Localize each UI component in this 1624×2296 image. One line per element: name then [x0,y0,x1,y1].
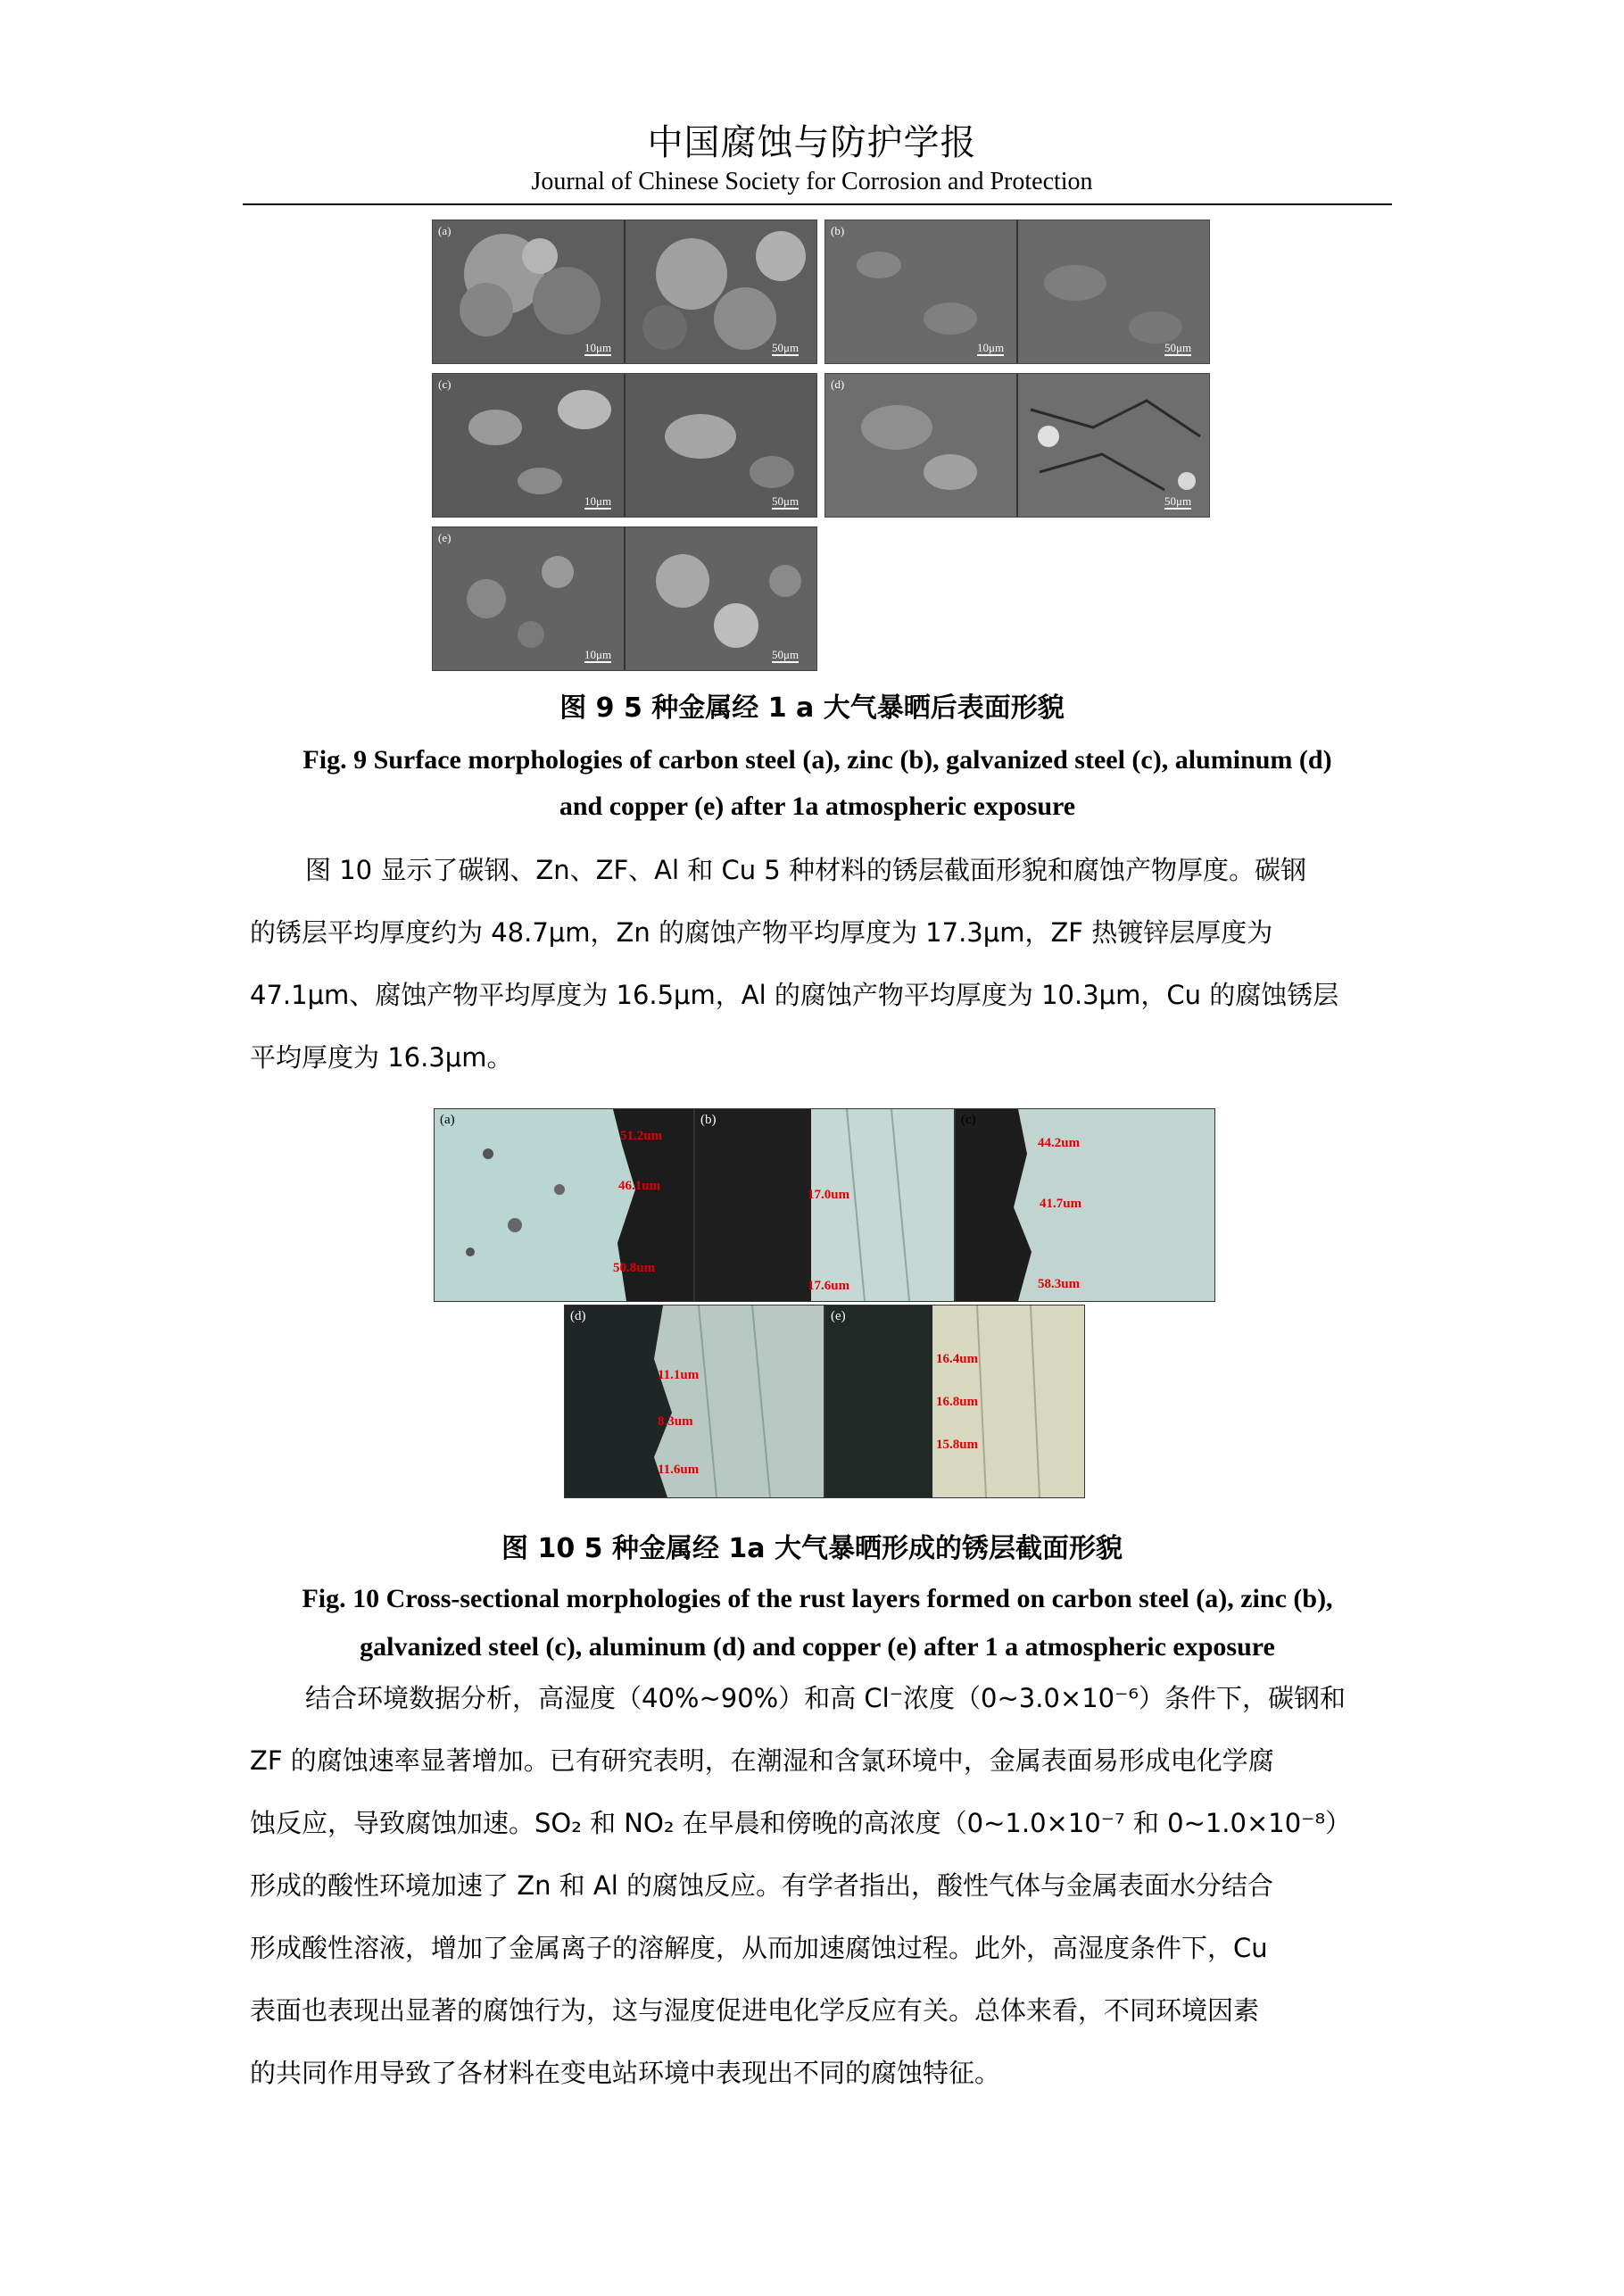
panel-label: (b) [700,1113,717,1127]
om-image-c [956,1109,1214,1301]
panel-label: (c) [961,1113,976,1127]
sem-image-b [825,220,1209,363]
thickness-label: 46.1um [618,1179,661,1193]
thickness-label: 50.8um [613,1261,656,1275]
scale-bar: 10μm [584,341,612,354]
thickness-label: 58.3um [1038,1277,1081,1291]
thickness-label: 16.4um [936,1352,979,1366]
paragraph-line: 的共同作用导致了各材料在变电站环境中表现出不同的腐蚀特征。 [250,2058,1001,2088]
thickness-label: 16.8um [936,1395,979,1409]
fig9-caption-en-line1: Fig. 9 Surface morphologies of carbon steel (a), zinc (b), galvanized steel (c), aluminum (d) [302,745,1332,775]
paragraph-line: 表面也表现出显著的腐蚀行为，这与湿度促进电化学反应有关。总体来看，不同环境因素 [250,1995,1260,2026]
fig9-panel-d [824,373,1210,518]
fig9-panel-e [432,526,817,671]
scale-bar: 10μm [584,648,612,661]
thickness-label: 11.6um [658,1463,700,1477]
fig10-panel-e [824,1305,1085,1498]
fig10-panel-d [564,1305,824,1498]
om-image-b [695,1109,954,1301]
sem-image-d [825,374,1209,517]
fig10-panel-a [434,1108,694,1302]
scale-bar: 50μm [772,341,800,354]
panel-label: (b) [831,224,845,237]
fig9-panel-c [432,373,817,518]
fig10-caption-cn: 图 10 5 种金属经 1a 大气暴晒形成的锈层截面形貌 [501,1533,1123,1564]
sem-image-e [433,527,816,670]
fig10-panel-b [694,1108,955,1302]
fig9-panel-b [824,220,1210,364]
paragraph-line: 图 10 显示了碳钢、Zn、ZF、Al 和 Cu 5 种材料的锈层截面形貌和腐蚀产物厚度。碳钢 [305,855,1306,885]
thickness-label: 8.3um [658,1414,693,1429]
thickness-label: 17.6um [808,1279,850,1293]
sem-image-c [433,374,816,517]
scale-bar: 50μm [772,494,800,508]
thickness-label: 41.7um [1040,1197,1082,1211]
panel-label: (a) [440,1113,455,1127]
paragraph-line: 47.1μm、腐蚀产物平均厚度为 16.5μm，Al 的腐蚀产物平均厚度为 10.3μm，Cu 的腐蚀锈层 [250,980,1339,1010]
scale-bar: 50μm [1164,494,1192,508]
thickness-label: 17.0um [808,1188,850,1202]
fig9-panel-a [432,220,817,364]
paragraph-line: 形成酸性溶液，增加了金属离子的溶解度，从而加速腐蚀过程。此外，高湿度条件下，Cu [250,1933,1268,1963]
paragraph-line: 结合环境数据分析，高湿度（40%~90%）和高 Cl⁻浓度（0~3.0×10⁻⁶）条件下，碳钢和 [305,1683,1346,1713]
thickness-label: 11.1um [658,1368,700,1382]
scale-bar: 10μm [584,494,612,508]
paragraph-line: 蚀反应，导致腐蚀加速。SO₂ 和 NO₂ 在早晨和傍晚的高浓度（0~1.0×10⁻⁷ 和 0~1.0×10⁻⁸） [250,1808,1352,1838]
panel-label: (d) [570,1309,586,1323]
fig9-caption-cn: 图 9 5 种金属经 1 a 大气暴晒后表面形貌 [559,692,1065,724]
panel-label: (e) [438,531,452,544]
journal-title-cn: 中国腐蚀与防护学报 [647,122,977,163]
scale-bar: 50μm [1164,341,1192,354]
fig10-panel-c [955,1108,1215,1302]
thickness-label: 51.2um [620,1129,663,1143]
fig9-caption-en-line2: and copper (e) after 1a atmospheric exposure [559,792,1076,821]
fig10-caption-en-line2: galvanized steel (c), aluminum (d) and copper (e) after 1 a atmospheric exposure [360,1632,1275,1662]
fig10-caption-en-line1: Fig. 10 Cross-sectional morphologies of the rust layers formed on carbon steel (a), zinc (b), [302,1584,1333,1613]
thickness-label: 44.2um [1038,1136,1081,1150]
paragraph-line: ZF 的腐蚀速率显著增加。已有研究表明，在潮湿和含氯环境中，金属表面易形成电化学腐 [250,1745,1274,1776]
paragraph-2 [250,1667,1396,2104]
panel-label: (c) [438,377,452,391]
sem-image-a [433,220,816,363]
panel-label: (e) [831,1309,846,1323]
scale-bar: 10μm [977,341,1005,354]
paragraph-line: 平均厚度为 16.3μm。 [250,1042,513,1073]
panel-label: (a) [438,224,452,237]
scale-bar: 50μm [772,648,800,661]
thickness-label: 15.8um [936,1438,979,1452]
paragraph-line: 形成的酸性环境加速了 Zn 和 Al 的腐蚀反应。有学者指出，酸性气体与金属表面水分结合 [250,1870,1274,1901]
panel-label: (d) [831,377,845,391]
paragraph-line: 的锈层平均厚度约为 48.7μm，Zn 的腐蚀产物平均厚度为 17.3μm，ZF 热镀锌层厚度为 [250,917,1273,948]
paragraph-1 [250,839,1396,1089]
header-rule [243,203,1392,205]
journal-title-en: Journal of Chinese Society for Corrosion and Protection [531,168,1093,195]
